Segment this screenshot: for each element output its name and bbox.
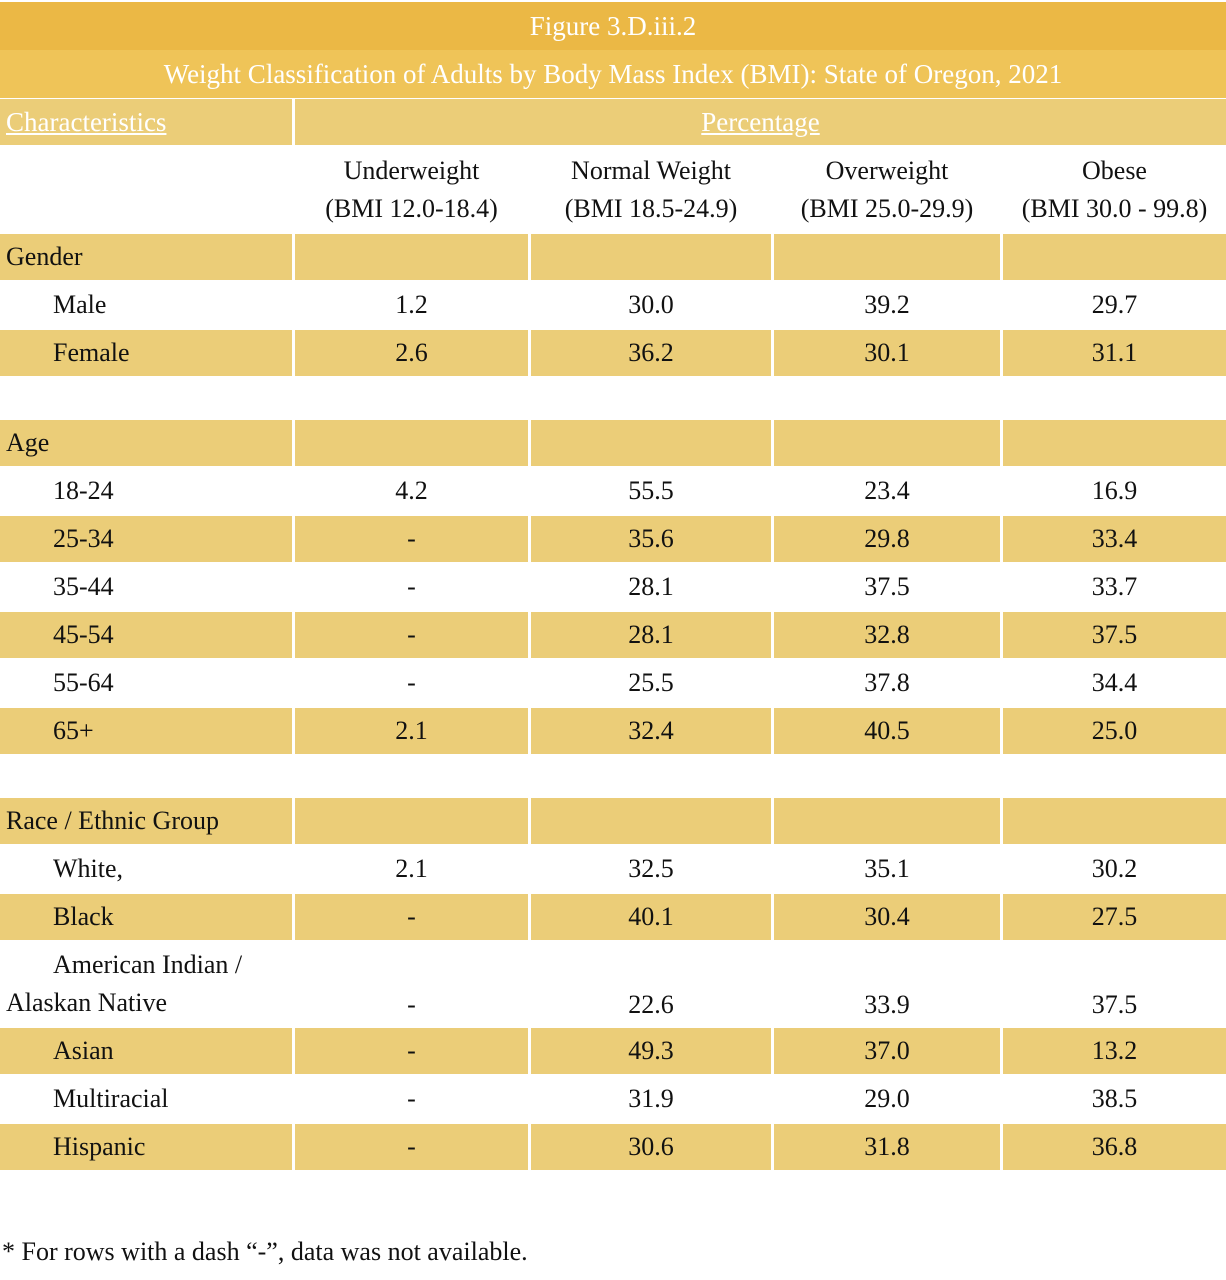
value-cell: - bbox=[295, 1124, 528, 1170]
table-row bbox=[0, 330, 1226, 376]
value-cell: - bbox=[295, 612, 528, 658]
value-cell: 27.5 bbox=[1003, 894, 1226, 940]
value-cell: 33.7 bbox=[1091, 572, 1138, 601]
value-cell: - bbox=[407, 1084, 416, 1113]
value-cell: 30.0 bbox=[628, 290, 674, 319]
value-cell: 29.8 bbox=[774, 516, 1000, 562]
value-cell: 28.1 bbox=[628, 572, 674, 601]
row-label: 45-54 bbox=[0, 612, 292, 658]
row-label: Female bbox=[0, 330, 292, 376]
table-row bbox=[0, 708, 1226, 754]
value-cell: 31.9 bbox=[628, 1084, 674, 1113]
value-cell: 29.7 bbox=[1091, 290, 1138, 319]
footnote: * For rows with a dash “-”, data was not available. bbox=[2, 1237, 528, 1266]
value-cell: 31.8 bbox=[774, 1124, 1000, 1170]
percentage-header: Percentage bbox=[295, 99, 1226, 145]
column-header-obese: Obese (BMI 30.0 - 99.8) bbox=[1021, 156, 1208, 223]
value-cell: 16.9 bbox=[1091, 476, 1138, 505]
column-header-underweight: Underweight (BMI 12.0-18.4) bbox=[325, 156, 498, 223]
value-cell: 33.9 bbox=[864, 990, 910, 1019]
value-cell: - bbox=[407, 668, 416, 697]
value-cell: 40.1 bbox=[531, 894, 771, 940]
table-row bbox=[0, 660, 1226, 706]
group-row-gender bbox=[0, 234, 1226, 280]
value-cell: 25.5 bbox=[628, 668, 674, 697]
value-cell: 37.0 bbox=[774, 1028, 1000, 1074]
row-label: American Indian / Alaskan Native bbox=[6, 950, 243, 1017]
value-cell: 34.4 bbox=[1091, 668, 1138, 697]
value-cell: 1.2 bbox=[395, 290, 428, 319]
value-cell: 30.1 bbox=[774, 330, 1000, 376]
value-cell: 2.1 bbox=[295, 708, 528, 754]
value-cell: 36.2 bbox=[531, 330, 771, 376]
value-cell: 25.0 bbox=[1003, 708, 1226, 754]
column-headers bbox=[0, 148, 1226, 232]
figure-title: Figure 3.D.iii.2 bbox=[0, 2, 1226, 50]
value-cell: 2.6 bbox=[295, 330, 528, 376]
table-row bbox=[0, 516, 1226, 562]
value-cell: 39.2 bbox=[864, 290, 910, 319]
table-row bbox=[0, 942, 1226, 1028]
value-cell: 32.4 bbox=[531, 708, 771, 754]
value-cell: 40.5 bbox=[774, 708, 1000, 754]
header-row bbox=[0, 99, 1226, 145]
value-cell: - bbox=[295, 894, 528, 940]
table-row bbox=[0, 564, 1226, 610]
value-cell: 37.5 bbox=[864, 572, 910, 601]
value-cell: 37.8 bbox=[864, 668, 910, 697]
row-label: Hispanic bbox=[0, 1124, 292, 1170]
value-cell: 2.1 bbox=[395, 854, 428, 883]
table-row bbox=[0, 468, 1226, 514]
column-header-overweight: Overweight (BMI 25.0-29.9) bbox=[800, 156, 974, 223]
value-cell: 30.4 bbox=[774, 894, 1000, 940]
table-row bbox=[0, 846, 1226, 892]
characteristics-header: Characteristics bbox=[0, 99, 292, 145]
value-cell: 13.2 bbox=[1003, 1028, 1226, 1074]
row-label: 25-34 bbox=[0, 516, 292, 562]
value-cell: 35.1 bbox=[864, 854, 910, 883]
value-cell: - bbox=[407, 990, 416, 1019]
table-row bbox=[0, 1076, 1226, 1122]
row-label: 18-24 bbox=[53, 476, 114, 505]
value-cell: 55.5 bbox=[628, 476, 674, 505]
value-cell: 35.6 bbox=[531, 516, 771, 562]
value-cell: 36.8 bbox=[1003, 1124, 1226, 1170]
value-cell: - bbox=[407, 572, 416, 601]
value-cell: 29.0 bbox=[864, 1084, 910, 1113]
row-label: Male bbox=[53, 290, 107, 319]
value-cell: 30.6 bbox=[531, 1124, 771, 1170]
value-cell: 30.2 bbox=[1091, 854, 1138, 883]
row-label: Asian bbox=[0, 1028, 292, 1074]
value-cell: - bbox=[295, 1028, 528, 1074]
value-cell: 22.6 bbox=[628, 990, 674, 1019]
row-label: White, bbox=[53, 854, 124, 883]
value-cell: 32.8 bbox=[774, 612, 1000, 658]
row-label: 35-44 bbox=[53, 572, 114, 601]
figure-subtitle: Weight Classification of Adults by Body Mass Index (BMI): State of Oregon, 2021 bbox=[0, 50, 1226, 98]
row-label: 65+ bbox=[0, 708, 292, 754]
table-row bbox=[0, 1124, 1226, 1170]
table-row bbox=[0, 282, 1226, 328]
group-label: Gender bbox=[0, 234, 292, 280]
value-cell: 37.5 bbox=[1091, 990, 1138, 1019]
row-label: Black bbox=[0, 894, 292, 940]
table-row bbox=[0, 612, 1226, 658]
value-cell: 23.4 bbox=[864, 476, 910, 505]
table-row bbox=[0, 894, 1226, 940]
value-cell: 49.3 bbox=[531, 1028, 771, 1074]
table-row bbox=[0, 1028, 1226, 1074]
value-cell: 28.1 bbox=[531, 612, 771, 658]
value-cell: 32.5 bbox=[628, 854, 674, 883]
value-cell: 31.1 bbox=[1003, 330, 1226, 376]
value-cell: 38.5 bbox=[1091, 1084, 1138, 1113]
group-row-race bbox=[0, 798, 1226, 844]
group-label: Age bbox=[0, 420, 292, 466]
row-label: Multiracial bbox=[53, 1084, 169, 1113]
group-row-age bbox=[0, 420, 1226, 466]
value-cell: 33.4 bbox=[1003, 516, 1226, 562]
value-cell: - bbox=[295, 516, 528, 562]
group-label: Race / Ethnic Group bbox=[0, 798, 292, 844]
row-label: 55-64 bbox=[53, 668, 114, 697]
column-header-normal-weight: Normal Weight (BMI 18.5-24.9) bbox=[564, 156, 738, 223]
value-cell: 4.2 bbox=[395, 476, 428, 505]
value-cell: 37.5 bbox=[1003, 612, 1226, 658]
